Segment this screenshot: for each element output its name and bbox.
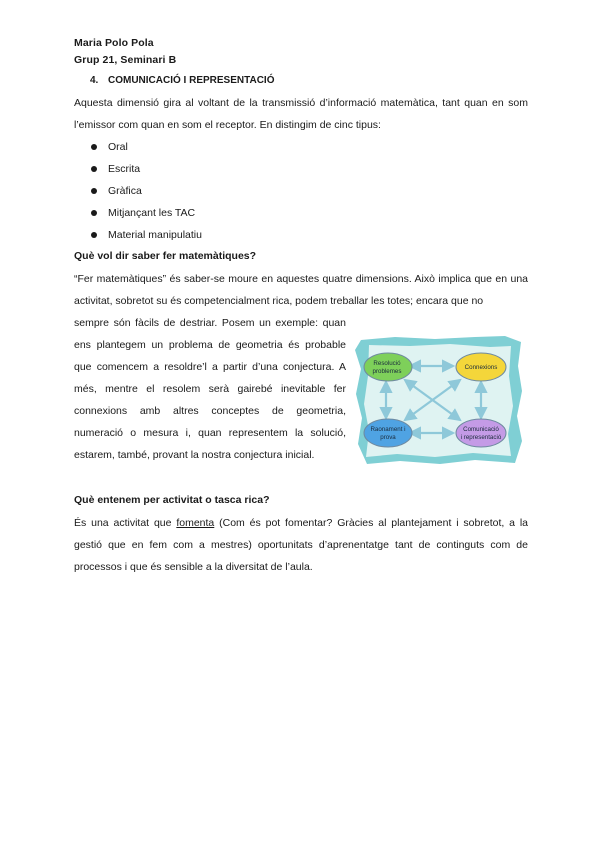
underlined-word: fomenta [176, 517, 215, 529]
svg-text:i representació: i representació [460, 434, 502, 441]
list-item: Mitjançant les TAC [74, 202, 202, 224]
dimensions-diagram [355, 336, 523, 465]
node-connexions [456, 353, 506, 381]
list-item: Escrita [74, 158, 202, 180]
list-item: Material manipulatiu [74, 224, 202, 246]
svg-text:Connexions: Connexions [464, 364, 498, 371]
section-title [90, 75, 275, 86]
paragraph-full: “Fer matemàtiques” és saber-se moure en aquestes quatre dimensions. Això implica que en una activitat, sobretot su és competencialment rica, podem treballar les totes; encara que no [74, 273, 528, 307]
svg-text:prova: prova [380, 434, 396, 441]
svg-text:Comunicació: Comunicació [463, 426, 499, 433]
types-list [74, 136, 202, 246]
bullet-icon [91, 210, 97, 216]
group-info: Grup 21, Seminari B [74, 54, 177, 66]
bullet-icon [91, 144, 97, 150]
section-number: 4. [90, 75, 99, 86]
bullet-icon [91, 188, 97, 194]
svg-text:Raonament i: Raonament i [370, 426, 406, 433]
question-heading-1: Què vol dir saber fer matemàtiques? [74, 250, 257, 262]
svg-text:Resolució: Resolució [373, 360, 401, 367]
diagram-svg [355, 336, 523, 465]
svg-text:problemes: problemes [372, 368, 402, 375]
list-item: Gràfica [74, 180, 202, 202]
node-comunicacio [456, 419, 506, 447]
paragraph-rich-task: És una activitat que fomenta (Com és pot fomentar? Gràcies al plantejament i sobretot, a la gestió que en fem com a mestres) oportunitats d’aprenentatge tant de continguts com de processos i que és sensible a la diversitat de l’aula. [74, 517, 529, 573]
node-resolucio [364, 353, 412, 381]
section-title-text: COMUNICACIÓ I REPRESENTACIÓ [108, 75, 275, 86]
question-heading-2: Què entenem per activitat o tasca rica? [74, 494, 270, 506]
intro-paragraph: Aquesta dimensió gira al voltant de la transmissió d’informació matemàtica, tant quan en som l’emissor com quan en som el receptor. En distingim de cinc tipus: [74, 97, 528, 131]
node-raonament [364, 419, 412, 447]
author-name: Maria Polo Pola [74, 37, 154, 49]
list-item: Oral [74, 136, 202, 158]
bullet-icon [91, 232, 97, 238]
bullet-icon [91, 166, 97, 172]
paragraph-wrap: sempre són fàcils de destriar. Posem un exemple: quan ens plantegem un problema de geometria és probable que comencem a resoldre’l a partir d’una conjectura. A més, mentre el resolem serà gairebé inevitable fer connexions amb altres conceptes de geometria, numeració o mesura i, quan representem la solució, estarem, també, provant la nostra conjectura inicial. [74, 317, 346, 461]
